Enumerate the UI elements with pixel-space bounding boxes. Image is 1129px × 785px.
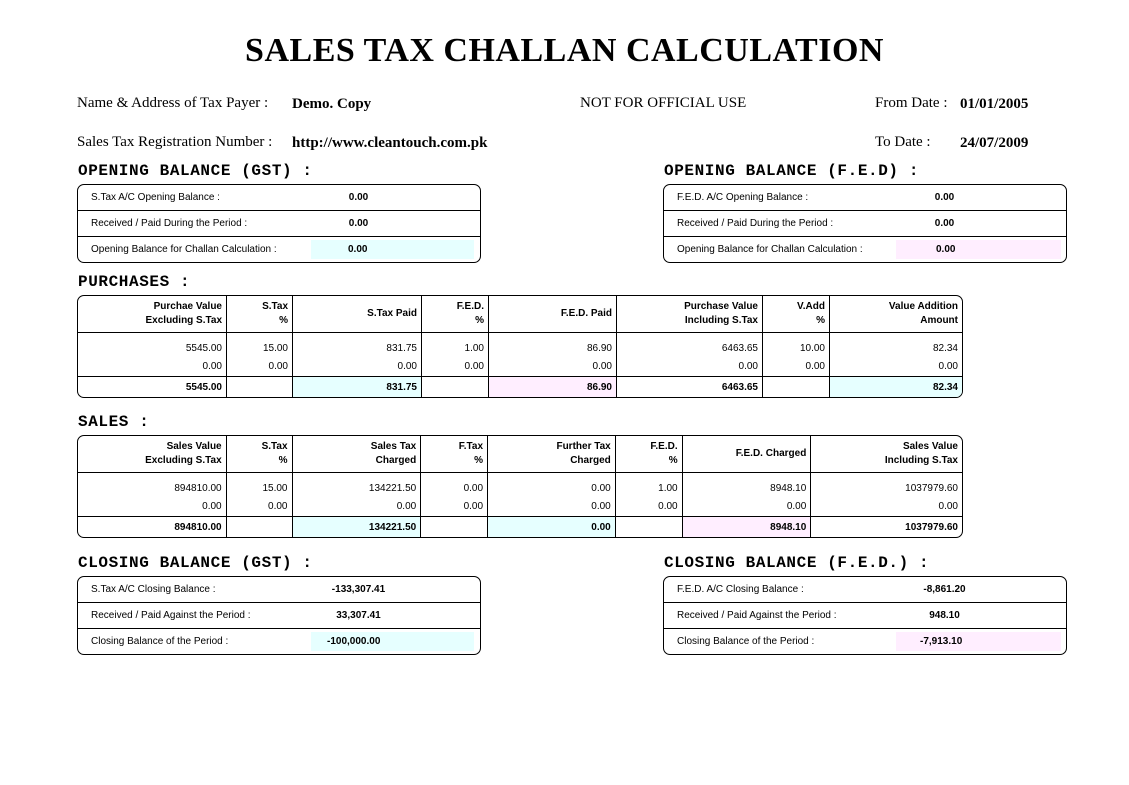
row-value: 33,307.41	[336, 610, 381, 621]
table-cell: 8948.10	[683, 473, 812, 496]
row-value: 0.00	[348, 192, 369, 203]
total-cell	[422, 377, 489, 397]
table-cell: 86.90	[489, 333, 617, 356]
row-value: 948.10	[929, 610, 960, 621]
table-cell: 0.00	[421, 473, 488, 496]
opening-fed-row	[664, 185, 1066, 211]
opening-gst-box	[77, 184, 481, 263]
tax-payer-name-value: Demo. Copy	[292, 96, 372, 112]
column-header: V.Add %	[763, 296, 830, 333]
table-row	[78, 496, 962, 517]
column-header: S.Tax Paid	[293, 296, 422, 333]
to-date-label: To Date :	[875, 134, 931, 150]
row-label: Opening Balance for Challan Calculation :	[677, 244, 863, 255]
column-header: S.Tax %	[227, 436, 293, 473]
table-cell: 15.00	[227, 473, 293, 496]
table-cell: 0.00	[763, 356, 830, 377]
row-value: 0.00	[934, 192, 955, 203]
registration-label: Sales Tax Registration Number :	[77, 134, 273, 150]
total-cell: 82.34	[830, 377, 962, 397]
row-value: -8,861.20	[923, 584, 966, 595]
row-label: Opening Balance for Challan Calculation :	[91, 244, 277, 255]
table-cell: 6463.65	[617, 333, 763, 356]
total-cell: 8948.10	[683, 517, 812, 537]
column-header: Further Tax Charged	[488, 436, 616, 473]
column-header: Purchase Value Including S.Tax	[617, 296, 763, 333]
row-label: S.Tax A/C Closing Balance :	[91, 584, 216, 595]
table-row	[78, 333, 962, 356]
row-label: F.E.D. A/C Opening Balance :	[677, 192, 809, 203]
row-value: -7,913.10	[896, 632, 1061, 651]
row-value: 0.00	[896, 240, 1061, 259]
row-label: Closing Balance of the Period :	[677, 636, 815, 647]
row-label: Received / Paid Against the Period :	[677, 610, 837, 621]
opening-gst-row	[78, 237, 480, 262]
closing-gst-heading: CLOSING BALANCE (GST) :	[78, 554, 313, 572]
closing-gst-row	[78, 629, 480, 654]
total-cell: 894810.00	[78, 517, 227, 537]
row-value: 0.00	[348, 218, 369, 229]
row-value: 0.00	[934, 218, 955, 229]
table-cell: 1037979.60	[905, 483, 958, 494]
column-header: Sales Tax Charged	[293, 436, 422, 473]
table-cell: 0.00	[488, 496, 616, 517]
total-cell: 1037979.60	[905, 521, 958, 533]
opening-fed-heading: OPENING BALANCE (F.E.D) :	[664, 162, 920, 180]
from-date-value: 01/01/2005	[960, 96, 1029, 112]
table-row	[78, 473, 962, 496]
table-cell: 0.00	[489, 356, 617, 377]
table-cell: 5545.00	[78, 333, 227, 356]
table-cell: 0.00	[227, 496, 293, 517]
opening-fed-row	[664, 211, 1066, 237]
total-cell: 0.00	[488, 517, 616, 537]
closing-fed-row	[664, 603, 1066, 629]
purchases-heading: PURCHASES :	[78, 273, 191, 291]
column-header: F.E.D. Paid	[489, 296, 617, 333]
column-header: Sales Value Including S.Tax	[811, 436, 962, 473]
row-label: Received / Paid During the Period :	[91, 218, 248, 229]
table-cell: 0.00	[422, 356, 489, 377]
table-cell: 0.00	[227, 356, 293, 377]
table-cell: 0.00	[421, 496, 488, 517]
total-cell: 831.75	[293, 377, 422, 397]
table-row	[78, 356, 962, 377]
opening-gst-row	[78, 185, 480, 211]
row-label: Received / Paid Against the Period :	[91, 610, 251, 621]
opening-gst-row	[78, 211, 480, 237]
table-cell: 0.00	[488, 473, 616, 496]
row-label: Closing Balance of the Period :	[91, 636, 229, 647]
table-cell: 15.00	[227, 333, 293, 356]
closing-gst-row	[78, 577, 480, 603]
column-header: S.Tax %	[227, 296, 293, 333]
table-cell: 0.00	[683, 496, 812, 517]
total-cell: 5545.00	[78, 377, 227, 397]
purchases-header-row	[78, 296, 962, 333]
total-cell: 86.90	[489, 377, 617, 397]
table-cell: 0.00	[811, 496, 962, 517]
row-value: -100,000.00	[311, 632, 474, 651]
table-cell: 82.34	[932, 343, 958, 354]
closing-fed-heading: CLOSING BALANCE (F.E.D.) :	[664, 554, 930, 572]
sales-table	[77, 435, 963, 538]
column-header: Purchae Value Excluding S.Tax	[78, 296, 227, 333]
total-cell	[616, 517, 683, 537]
row-label: F.E.D. A/C Closing Balance :	[677, 584, 804, 595]
tax-payer-name-label: Name & Address of Tax Payer :	[77, 95, 269, 111]
total-cell: 134221.50	[293, 517, 422, 537]
table-cell: 0.00	[78, 496, 227, 517]
row-value: 0.00	[311, 240, 474, 259]
column-header: F.Tax %	[421, 436, 488, 473]
table-cell: 0.00	[78, 356, 227, 377]
table-cell: 10.00	[763, 333, 830, 356]
sales-totals-row	[78, 517, 962, 537]
closing-fed-box	[663, 576, 1067, 655]
table-cell: 0.00	[617, 356, 763, 377]
total-cell: 6463.65	[617, 377, 763, 397]
column-header: Sales Value Excluding S.Tax	[78, 436, 227, 473]
closing-gst-box	[77, 576, 481, 655]
table-cell: 831.75	[293, 333, 422, 356]
closing-fed-row	[664, 629, 1066, 654]
column-header: F.E.D. %	[616, 436, 683, 473]
column-header: F.E.D. Charged	[683, 436, 812, 473]
table-cell: 894810.00	[78, 473, 227, 496]
sales-heading: SALES :	[78, 413, 150, 431]
row-value: -133,307.41	[331, 584, 386, 595]
total-cell	[227, 517, 293, 537]
not-official-notice: NOT FOR OFFICIAL USE	[580, 95, 747, 111]
to-date-value: 24/07/2009	[960, 135, 1029, 151]
total-cell	[227, 377, 293, 397]
table-cell: 1.00	[616, 473, 683, 496]
table-cell: 1.00	[422, 333, 489, 356]
row-label: S.Tax A/C Opening Balance :	[91, 192, 220, 203]
registration-value: http://www.cleantouch.com.pk	[292, 135, 488, 151]
closing-fed-row	[664, 577, 1066, 603]
total-cell	[763, 377, 830, 397]
sales-header-row	[78, 436, 962, 473]
row-label: Received / Paid During the Period :	[677, 218, 834, 229]
opening-fed-row	[664, 237, 1066, 262]
from-date-label: From Date :	[875, 95, 948, 111]
table-cell: 134221.50	[293, 473, 422, 496]
closing-gst-row	[78, 603, 480, 629]
column-header: F.E.D. %	[422, 296, 489, 333]
table-cell: 0.00	[293, 496, 422, 517]
total-cell	[421, 517, 488, 537]
page-title: SALES TAX CHALLAN CALCULATION	[245, 32, 884, 69]
opening-fed-box	[663, 184, 1067, 263]
purchases-table	[77, 295, 963, 398]
table-cell: 0.00	[830, 356, 962, 377]
column-header: Value Addition Amount	[830, 296, 962, 333]
table-cell: 0.00	[293, 356, 422, 377]
table-cell: 0.00	[616, 496, 683, 517]
purchases-totals-row	[78, 377, 962, 397]
opening-gst-heading: OPENING BALANCE (GST) :	[78, 162, 313, 180]
